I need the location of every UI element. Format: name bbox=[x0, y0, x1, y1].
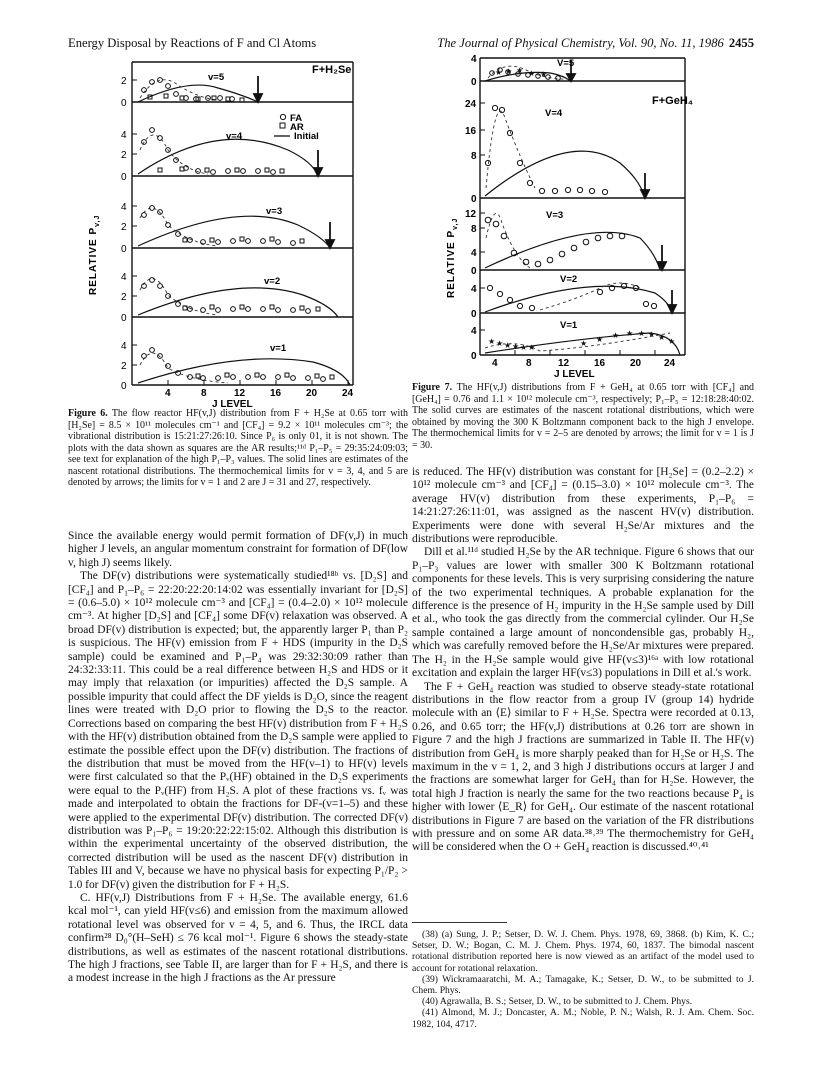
fig7-ytick-label: 8 bbox=[471, 224, 477, 235]
fig7-ytick-label: 12 bbox=[465, 209, 477, 220]
fig6-xlabel: J LEVEL bbox=[212, 399, 253, 410]
footnote-rule bbox=[412, 922, 507, 923]
reference-item: (38) (a) Sung, J. P.; Setser, D. W. J. Chem. Phys. 1978, 69, 3868. (b) Kim, K. C.; Setser, D. W.; Bogan, C. M. J. Chem. Phys. 1974, 60, 1837. The bimodal nascent rotational distribution reported here is now viewed as an artifact of the model used to account for rotational relaxation. bbox=[412, 929, 754, 974]
fig7-xtick-label: 16 bbox=[594, 358, 606, 369]
svg-text:★: ★ bbox=[528, 69, 536, 78]
fig7-xtick-label: 12 bbox=[558, 358, 570, 369]
fig7-ylabel bbox=[446, 218, 459, 298]
svg-text:★: ★ bbox=[505, 67, 513, 76]
fig6-ytick-label: 0 bbox=[121, 244, 127, 255]
fig7-xtick-label: 4 bbox=[492, 358, 498, 369]
reference-item: (39) Wickramaaratchi, M. A.; Tamagake, K.; Setser, D. W., to be submitted to J. Chem. Phys. bbox=[412, 973, 754, 997]
page-number: 2455 bbox=[728, 36, 754, 50]
fig6-xtick-label: 8 bbox=[201, 388, 207, 399]
figure-7-caption bbox=[412, 382, 754, 451]
fig7-xtick-label: 24 bbox=[664, 358, 676, 369]
fig6-ytick-label: 4 bbox=[121, 341, 127, 352]
fig6-xtick-label: 4 bbox=[165, 388, 171, 399]
figure-6-caption-label: Figure 6. bbox=[68, 408, 108, 419]
fig7-ytick-label: 24 bbox=[465, 99, 477, 110]
fig6-ytick-label: 2 bbox=[121, 292, 127, 303]
fig6-panel-label: v=2 bbox=[264, 276, 281, 287]
fig7-ytick-label: 4 bbox=[471, 284, 477, 295]
right-body-text bbox=[412, 466, 754, 855]
svg-text:★: ★ bbox=[612, 331, 620, 340]
fig7-panel-label: V=5 bbox=[557, 58, 575, 69]
fig6-ytick-label: 2 bbox=[121, 361, 127, 372]
fig6-xtick-label: 12 bbox=[234, 388, 246, 399]
running-header-left: Energy Disposal by Reactions of F and Cl Atoms bbox=[68, 36, 317, 50]
svg-text:★: ★ bbox=[495, 68, 503, 77]
figure-7 bbox=[440, 48, 740, 380]
fig6-ylabel bbox=[88, 215, 101, 295]
fig6-ytick-label: 4 bbox=[121, 272, 127, 283]
references bbox=[412, 922, 754, 1030]
fig7-ytick-label: 0 bbox=[471, 351, 477, 362]
fig6-legend-ar: AR bbox=[290, 122, 304, 133]
fig7-ytick-label: 0 bbox=[471, 309, 477, 320]
svg-text:★: ★ bbox=[528, 343, 536, 352]
paragraph: is reduced. The HF(v) distribution was constant for [H₂Se] = (0.2–2.2) × 10¹² molecule cm⁻³ and [CF₄] = (0.15–3.0) × 10¹² molecule cm⁻³. The average HV(v) distribution from these experiments, P₁–P₆ = 14:21:27:26:11:01, was assigned as the nascent HV(v) distribution. Experiments were done with several H₂Se/Ar mixtures and the distributions were reproducible. bbox=[412, 466, 754, 546]
fig6-legend-initial: Initial bbox=[294, 131, 319, 142]
fig6-ytick-label: 0 bbox=[121, 381, 127, 392]
fig7-ytick-label: 8 bbox=[471, 151, 477, 162]
fig6-ylabel-sub: v,J bbox=[94, 214, 101, 227]
fig6-ytick-label: 0 bbox=[121, 98, 127, 109]
svg-text:★: ★ bbox=[596, 335, 604, 344]
fig6-xtick-label: 20 bbox=[306, 388, 318, 399]
fig6-ytick-label: 0 bbox=[121, 313, 127, 324]
fig7-panel-label: V=4 bbox=[545, 108, 563, 119]
figure-6-caption-text: The flow reactor HF(v,J) distribution from F + H₂Se at 0.65 torr with [H₂Se] = 8.5 × 10¹¹ molecules cm⁻¹ and [CF₄] = 9.2 × 10¹¹ molecules cm⁻³; the vibrational distribution is 15:21:27:26:10. Since P₆ is only 01, it is not shown. The plots with the data shown as squares are the AR results;¹¹ᵈ P₁–P₅ = 29:35:24:09:03; see text for explanation of the high P₁–P₃ values. The solid lines are estimates of the nascent rotational distributions. The thermochemical limits for v = 3, 4, and 5 are denoted by arrows; the limits for v = 1 and 2 are J = 31 and 27, respectively. bbox=[68, 408, 409, 488]
paragraph: C. HF(v,J) Distributions from F + H₂Se. The available energy, 61.6 kcal mol⁻¹, can yield HF(v≤6) and emission from the maximum allowed rotational level was observed for v = 4, 5, and 6. Thus, the IRCL data confirm²⁸ D₀°(H–SeH) ≤ 76 kcal mol⁻¹. Figure 6 shows the steady-state distributions, as well as estimates of the nascent rotational distributions. The high J fractions, see Table II, are larger than for F + H₂S, and there is a modest increase in the high J fractions as the Ar pressure bbox=[68, 891, 408, 985]
paragraph: Since the available energy would permit formation of DF(v,J) in much higher J levels, an angular momentum constraint for formation of DF(low v, high J) seems likely. bbox=[68, 530, 408, 569]
svg-text:★: ★ bbox=[516, 66, 524, 75]
fig6-xtick-label: 16 bbox=[270, 388, 282, 399]
fig6-ytick-label: 4 bbox=[121, 130, 127, 141]
fig7-ytick-label: 0 bbox=[471, 266, 477, 277]
fig6-panel-label: v=4 bbox=[226, 131, 243, 142]
fig7-xtick-label: 8 bbox=[526, 358, 532, 369]
journal-citation: The Journal of Physical Chemistry, Vol. 90, No. 11, 1986 bbox=[437, 36, 724, 50]
fig6-ytick-label: 2 bbox=[121, 150, 127, 161]
figure-7-caption-text: The HF(v,J) distributions from F + GeH₄ at 0.65 torr with [CF₄] and [GeH₄] = 0.76 and 1.1 × 10¹² molecule cm⁻³, respectively; P₁–P₅ = 12:18:28:40:02. The solid curves are estimates of the nascent rotational distributions, which were obtained by moving the 300 K Boltzmann component back to the high J envelope. The thermochemical limits for v = 2–5 are denoted by arrows; the limit for v = 1 is J = 30. bbox=[412, 382, 755, 451]
fig6-legend-fa: FA bbox=[290, 113, 303, 124]
svg-text:★: ★ bbox=[626, 329, 634, 338]
fig6-xtick-label: 24 bbox=[342, 388, 354, 399]
fig7-ytick-label: 4 bbox=[471, 326, 477, 337]
reference-item: (40) Agrawalla, B. S.; Setser, D. W., to be submitted to J. Chem. Phys. bbox=[422, 996, 693, 1008]
paragraph: The DF(v) distributions were systematically studied¹⁸ᵇ vs. [D₂S] and [CF₄] and P₁–P₆ = 22:20:22:20:14:02 was essentially invariant for [D₂S] = (0.6–5.0) × 10¹² molecule cm⁻³ and [CF₄] = (0.4–2.0) × 10¹² molecule cm⁻³. At higher [D₂S] and [CF₄] some DF(v) relaxation was observed. A broad DF(v) distribution is expected; but, the apparently larger P₁ than P₂ is suspicious. The HF(v) emission from F + HDS (impurity in the D₂S sample) could be examined and P₁–P₄ was 29:32:30:09 rather than 24:32:33:11. This could be a real difference between H₂S and HDS or it may imply that relaxation (or impurities) affected the D₂S sample. A possible impurity that could affect the DF yields is D₂O, since the reagent lines were treated with D₂O prior to flowing the D₂S to the reactor. Corrections based on comparing the best HF(v) distribution from F + H₂S with the HF(v) distribution obtained from the D₂S sample were applied to estimate the possible effect upon the DF(v) distribution. The fractions of the distribution that must be moved from the HF(v–1) to HF(v) levels were first calculated so that the Pᵥ(HF) obtained in the D₂S experiments were equal to the Pᵥ(HF) from H₂S. A plot of these fractions vs. fᵥ was made and interpolated to obtain the fractions for DF-(v=1–5) and these were applied to the experimental DF(v) distribution. The corrected DF(v) distribution was P₁–P₆ = 19:20:22:22:15:02. Although this distribution is within the experimental uncertainty of the observed distribution, the corrected distribution will be used as the nascent DF(v) distribution in Tables III and V, because we have no physical basis for expecting P₁/P₂ > 1.0 for DF(v) given the distribution for F + H₂S. bbox=[68, 570, 408, 891]
fig6-ytick-label: 2 bbox=[121, 222, 127, 233]
svg-text:★: ★ bbox=[504, 341, 512, 350]
fig7-ylabel-sub: v,J bbox=[452, 217, 459, 230]
fig6-panel-label: v=5 bbox=[208, 72, 225, 83]
fig7-ylabel-main: RELATIVE P bbox=[446, 229, 457, 298]
svg-text:★: ★ bbox=[496, 339, 504, 348]
paragraph: Dill et al.¹¹ᵈ studied H₂Se by the AR technique. Figure 6 shows that our P₁–P₃ values are lower with smaller 300 K Boltzmann rotational components for these levels. This is very surprising considering the nature of the two experimental techniques. A probable explanation for the difference is the presence of H₂ impurity in the H₂Se sample used by Dill et al., who took the gas directly from the commercial cylinder. Our H₂Se sample contained a large amount of noncondensible gas, probably H₂, which was carefully removed before the H₂Se/Ar mixtures were prepared. The H₂ in the H₂Se sample would give HF(v≤3)¹⁶ᵃ with low rotational excitation and explain the larger HF(v≤3) populations in Dill et al.'s work. bbox=[412, 546, 754, 680]
svg-text:★: ★ bbox=[638, 329, 646, 338]
fig6-panel-label: v=3 bbox=[266, 206, 283, 217]
svg-text:★: ★ bbox=[540, 70, 548, 79]
svg-text:★: ★ bbox=[488, 337, 496, 346]
fig6-panel-label: v=1 bbox=[270, 343, 287, 354]
fig7-ytick-label: 0 bbox=[471, 194, 477, 205]
fig6-ytick-label: 2 bbox=[121, 76, 127, 87]
svg-text:★: ★ bbox=[512, 342, 520, 351]
fig7-xtick-label: 20 bbox=[630, 358, 642, 369]
fig7-panel-label: V=2 bbox=[560, 274, 578, 285]
svg-text:★: ★ bbox=[520, 343, 528, 352]
fig7-ytick-label: 4 bbox=[471, 248, 477, 259]
svg-text:★: ★ bbox=[648, 330, 656, 339]
svg-text:★: ★ bbox=[580, 339, 588, 348]
paragraph: The F + GeH₄ reaction was studied to observe steady-state rotational distributions in the flow reactor from a group IV (group 14) hydride molecule with an ⟨E⟩ similar to F + H₂Se. Spectra were recorded at 0.13, 0.26, and 0.65 torr; the HF(v,J) distributions at 0.26 torr are shown in Figure 7 and the high J fractions are summarized in Table II. The HF(v) distribution from GeH₄ is more sharply peaked than for H₂Se or H₂S. The maximum in the v = 1, 2, and 3 high J distributions occurs at larger J and the fractions are somewhat larger for GeH₄ than for H₂Se. However, the total high J fraction is nearly the same for the two reactions because P₄ is higher with lower ⟨E_R⟩ for GeH₄. Our estimate of the nascent rotational distributions in Figure 7 are based on the variation of the FR distributions with pressure and on some AR data.³⁸˒³⁹ The thermochemistry for GeH₄ will be considered when the O + GeH₄ reaction is discussed.⁴⁰˒⁴¹ bbox=[412, 680, 754, 854]
svg-text:★: ★ bbox=[658, 333, 666, 342]
left-body-text bbox=[68, 530, 408, 986]
fig6-ytick-label: 0 bbox=[121, 172, 127, 183]
fig6-ytick-label: 4 bbox=[121, 202, 127, 213]
fig7-panel-label: V=3 bbox=[546, 210, 564, 221]
svg-text:★: ★ bbox=[668, 337, 676, 346]
fig7-ytick-label: 16 bbox=[465, 126, 477, 137]
figure-6-caption bbox=[68, 408, 408, 489]
figure-7-caption-label: Figure 7. bbox=[412, 382, 453, 393]
reference-item: (41) Almond, M. J.; Doncaster, A. M.; Noble, P. N.; Walsh, R. J. Am. Chem. Soc. 1982, 104, 4717. bbox=[412, 1007, 754, 1030]
fig6-title: F+H₂Se bbox=[312, 64, 352, 76]
fig7-panel-label: V=1 bbox=[560, 320, 578, 331]
fig7-xlabel: J LEVEL bbox=[554, 369, 595, 380]
figure-6 bbox=[68, 50, 368, 410]
fig6-ylabel-main: RELATIVE P bbox=[88, 226, 99, 295]
fig7-title: F+GeH₄ bbox=[652, 95, 694, 107]
fig7-ytick-label: 0 bbox=[471, 77, 477, 88]
fig7-ytick-label: 4 bbox=[471, 54, 477, 65]
